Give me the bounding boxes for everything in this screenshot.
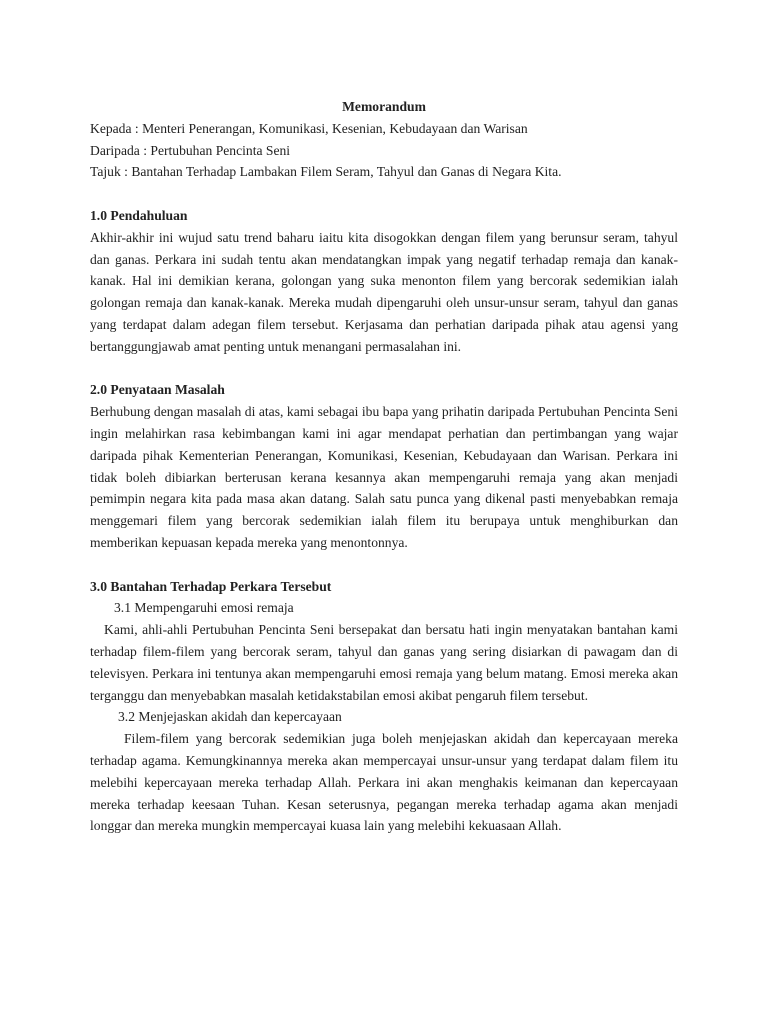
section-heading-introduction: 1.0 Pendahuluan: [90, 207, 188, 223]
subsection-body-faith: Filem-filem yang bercorak sedemikian juga boleh menjejaskan akidah dan kepercayaan mereka terhadap agama. Kemungkinannya mereka akan mempercayai unsur-unsur yang terdapat dalam filem itu melebihi kepercayaan mereka terhadap Allah. Perkara ini akan menghakis keimanan dan kepercayaan mereka terhadap keesaan Tuhan. Kesan seterusnya, pegangan mereka terhadap agama akan menjadi longgar dan mereka mungkin mempercayai kuasa lain yang melebihi kekuasaan Allah.: [90, 731, 678, 834]
section-body-problem-statement: Berhubung dengan masalah di atas, kami sebagai ibu bapa yang prihatin daripada Pertubuhan Pencinta Seni ingin melahirkan rasa kebimbangan kami ini agar mendapat perhatian dan pertimbangan yang wajar daripada pihak Kementerian Penerangan, Komunikasi, Kesenian, Kebudayaan dan Warisan. Perkara ini tidak boleh dibiarkan berterusan kerana kesannya akan mempengaruhi remaja yang akan menjadi pemimpin negara kita pada masa akan datang. Salah satu punca yang dikenal pasti menyebabkan remaja menggemari filem yang bercorak sedemikian ialah filem itu berupaya untuk menghiburkan dan memberikan kepuasan kepada mereka yang menontonnya.: [90, 404, 678, 550]
subsection-title-faith: 3.2 Menjejaskan akidah dan kepercayaan: [118, 709, 342, 725]
sender-line: Daripada : Pertubuhan Pencinta Seni: [90, 142, 291, 158]
recipient-line: Kepada : Menteri Penerangan, Komunikasi, Kesenian, Kebudayaan dan Warisan: [90, 120, 528, 136]
subject-line: Tajuk : Bantahan Terhadap Lambakan Filem Seram, Tahyul dan Ganas di Negara Kita.: [90, 164, 562, 180]
subsection-body-emotion: Kami, ahli-ahli Pertubuhan Pencinta Seni bersepakat dan bersatu hati ingin menyatakan bantahan kami terhadap filem-filem yang bercorak seram, tahyul dan ganas yang sering disiarkan di pawagam dan di televisyen. Perkara ini tentunya akan mempengaruhi emosi remaja yang belum matang. Emosi mereka akan terganggu dan menyebabkan masalah ketidakstabilan emosi akibat pengaruh filem tersebut.: [90, 622, 678, 703]
document-title: Memorandum: [342, 99, 426, 114]
memorandum-page: [90, 96, 678, 837]
section-heading-problem-statement: 2.0 Penyataan Masalah: [90, 382, 225, 398]
section-heading-objection: 3.0 Bantahan Terhadap Perkara Tersebut: [90, 578, 332, 594]
subsection-title-emotion: 3.1 Mempengaruhi emosi remaja: [114, 600, 294, 616]
section-body-introduction: Akhir-akhir ini wujud satu trend baharu iaitu kita disogokkan dengan filem yang berunsur seram, tahyul dan ganas. Perkara ini sudah tentu akan mendatangkan impak yang negatif terhadap remaja dan kanak-kanak. Hal ini demikian kerana, golongan yang suka menonton filem yang bercorak sedemikian ialah golongan remaja dan kanak-kanak. Mereka mudah dipengaruhi oleh unsur-unsur seram, tahyul dan ganas yang terdapat dalam adegan filem tersebut. Kerjasama dan perhatian daripada pihak atau agensi yang bertanggungjawab amat penting untuk menangani permasalahan ini.: [90, 229, 678, 354]
